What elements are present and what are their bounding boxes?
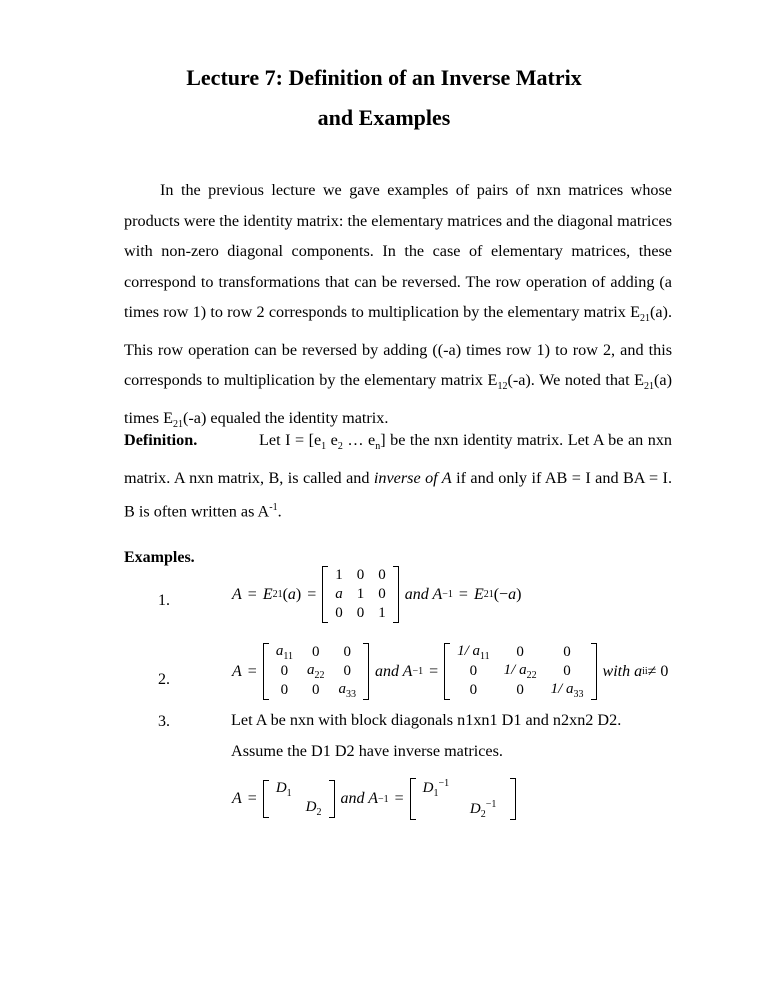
title-line-2: and Examples: [317, 105, 451, 130]
definition-paragraph: Definition. Let $I = [e_1$ $e_2$ … $e_n$] be the nxn identity matrix. Let A be an nxn matrix. A nxn matrix, B, is called and inverse of A if and only if AB = I and BA = I. B is often written as $A^{-1}$.: [124, 425, 672, 527]
example-2-equation: A = $a_{11}$ 0 0 0 $a_{22}$ 0 0 0 $a_{33}$ and A −1 = 1/ $a_{11}$ 0 0 0 1/ $a_{22}$ 0 0 0 1/ $a_{33}$ with a ii ≠ 0: [232, 643, 669, 700]
inverse-diagonal-matrix: 1/ $a_{11}$ 0 0 0 1/ $a_{22}$ 0 0 0 1/ $a_{33}$: [444, 643, 596, 700]
block-matrix: $D_1$ $D_2$: [263, 780, 335, 818]
definition-label: Definition.: [124, 431, 198, 449]
example-2-number: 2.: [158, 671, 170, 688]
example-1-equation: A = E 21 ( a ) = 1 0 0 a 1 0 0 0 1 and A −1 = E 21 (− a ): [232, 567, 522, 621]
example-3-equation: A = $D_1$ $D_2$ and A −1 = $D_1^{-1}$ $D_2^{-1}$: [232, 778, 516, 820]
examples-label: Examples.: [124, 549, 195, 566]
example-3-text: Let A be nxn with block diagonals n1xn1 D1 and n2xn2 D2. Assume the D1 D2 have inverse matrices.: [231, 711, 622, 760]
example-1-number: 1.: [158, 592, 170, 609]
elementary-matrix: 1 0 0 a 1 0 0 0 1: [322, 566, 399, 623]
inverse-block-matrix: $D_1^{-1}$ $D_2^{-1}$: [410, 778, 516, 820]
diagonal-matrix: $a_{11}$ 0 0 0 $a_{22}$ 0 0 0 $a_{33}$: [263, 643, 369, 700]
example-3-number: 3.: [158, 713, 170, 730]
title-line-1: Lecture 7: Definition of an Inverse Matrix: [186, 65, 582, 90]
intro-paragraph: In the previous lecture we gave examples of pairs of nxn matrices whose products were the identity matrix: the elementary matrices and the diagonal matrices with non-zero diagonal components. In the case of elementary matrices, these correspond to transformations that can be reversed. The row operation of adding (a times row 1) to row 2 corresponds to multiplication by the elementary matrix $E_{21}(a)$. This row operation can be reversed by adding ((-a) times row 1) to row 2, and this corresponds to multiplication by the elementary matrix $E_{12}(-a)$. We noted that $E_{21}(a)$ times $E_{21}(-a)$ equaled the identity matrix.: [124, 181, 672, 431]
